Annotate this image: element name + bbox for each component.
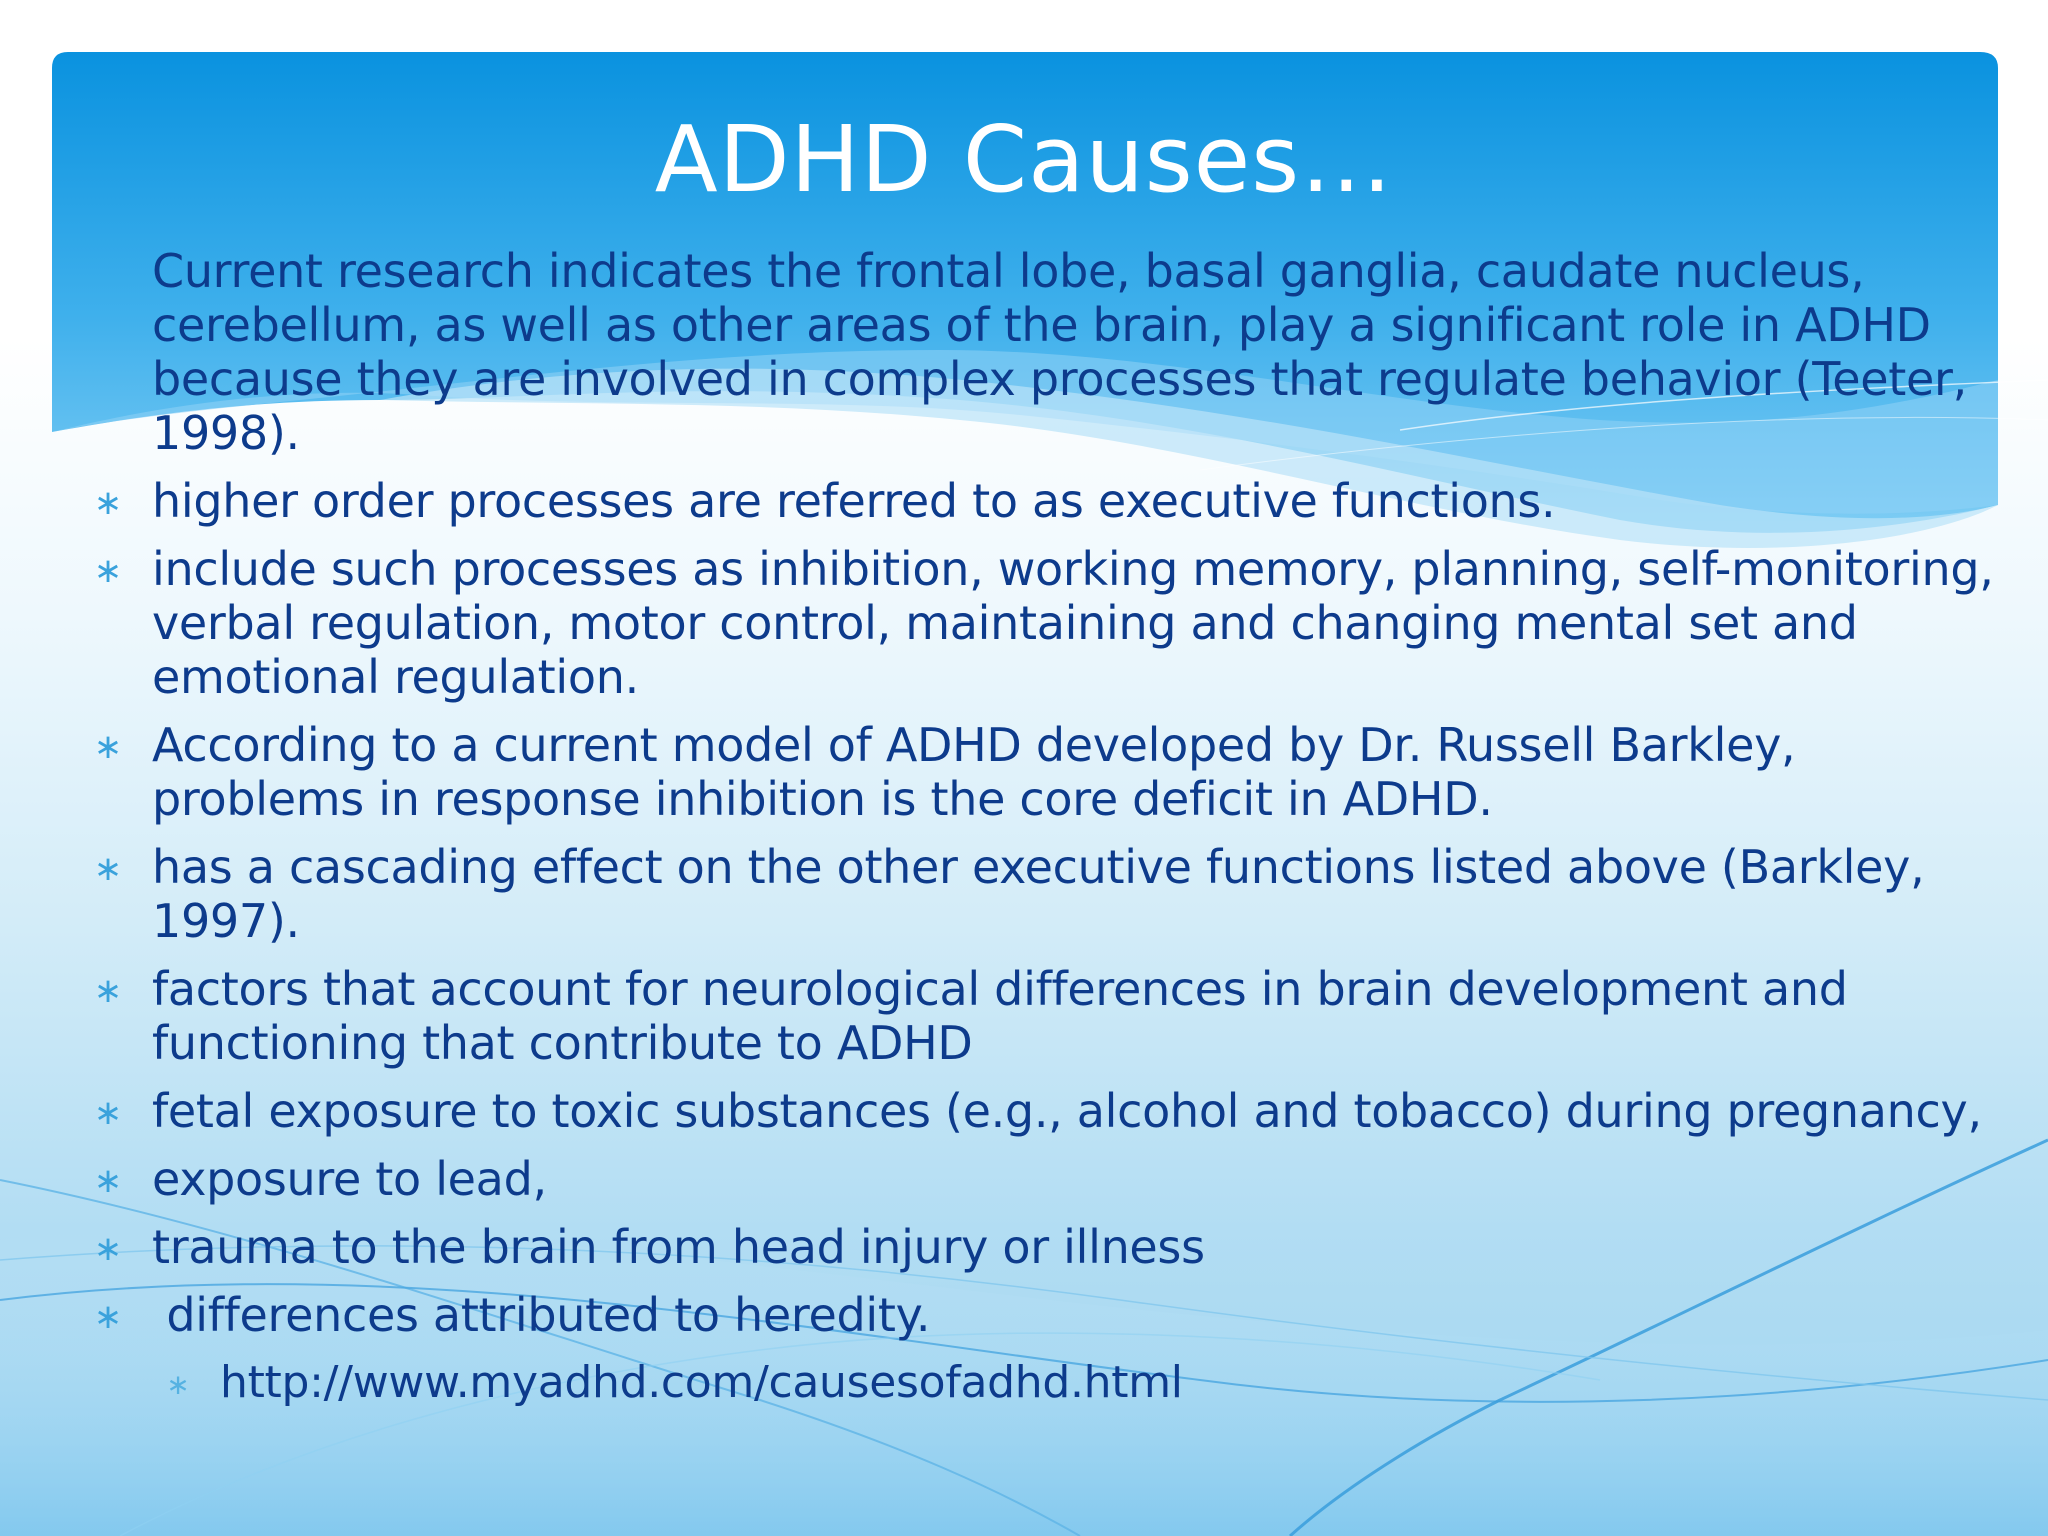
asterisk-icon: ∗	[166, 1368, 190, 1401]
asterisk-icon: ∗	[93, 483, 123, 523]
list-item-text: higher order processes are referred to as executive functions.	[152, 474, 1556, 528]
list-item	[86, 1152, 2006, 1206]
list-item-text: trauma to the brain from head injury or illness	[152, 1220, 1205, 1274]
slide-title: ADHD Causes…	[654, 106, 1394, 213]
list-item-text: has a cascading effect on the other executive functions listed above (Barkley, 1997).	[152, 840, 1925, 948]
asterisk-icon: ∗	[93, 971, 123, 1011]
asterisk-icon: ∗	[93, 1093, 123, 1133]
list-item	[86, 474, 2006, 528]
list-item-sub	[86, 1356, 2006, 1410]
list-item	[86, 1084, 2006, 1138]
asterisk-icon: ∗	[93, 551, 123, 591]
list-item-text: differences attributed to heredity.	[152, 1288, 931, 1342]
list-item-text: factors that account for neurological differences in brain development and functioning that contribute to ADHD	[152, 962, 1848, 1070]
list-item-text: Current research indicates the frontal lobe, basal ganglia, caudate nucleus, cerebellum, as well as other areas of the brain, play a significant role in ADHD because they are involved in complex processes that regulate behavior (Teeter, 1998).	[152, 244, 1967, 460]
list-item-text: exposure to lead,	[152, 1152, 547, 1206]
asterisk-icon: ∗	[93, 849, 123, 889]
asterisk-icon: ∗	[93, 1229, 123, 1269]
list-item	[86, 962, 2006, 1070]
asterisk-icon: ∗	[93, 727, 123, 767]
list-item	[86, 244, 2006, 460]
list-item	[86, 840, 2006, 948]
list-item	[86, 1220, 2006, 1274]
asterisk-icon: ∗	[93, 1161, 123, 1201]
asterisk-icon: ∗	[93, 1297, 123, 1337]
list-item-text: fetal exposure to toxic substances (e.g., alcohol and tobacco) during pregnancy,	[152, 1084, 1982, 1138]
list-item	[86, 542, 2006, 704]
source-link[interactable]: http://www.myadhd.com/causesofadhd.html	[220, 1357, 1183, 1408]
list-item-text: According to a current model of ADHD developed by Dr. Russell Barkley, problems in response inhibition is the core deficit in ADHD.	[152, 718, 1796, 826]
list-item-text: include such processes as inhibition, working memory, planning, self-monitoring, verbal regulation, motor control, maintaining and changing mental set and emotional regulation.	[152, 542, 1994, 704]
list-item	[86, 718, 2006, 826]
list-item	[86, 1288, 2006, 1342]
bullet-list	[86, 244, 2006, 1424]
